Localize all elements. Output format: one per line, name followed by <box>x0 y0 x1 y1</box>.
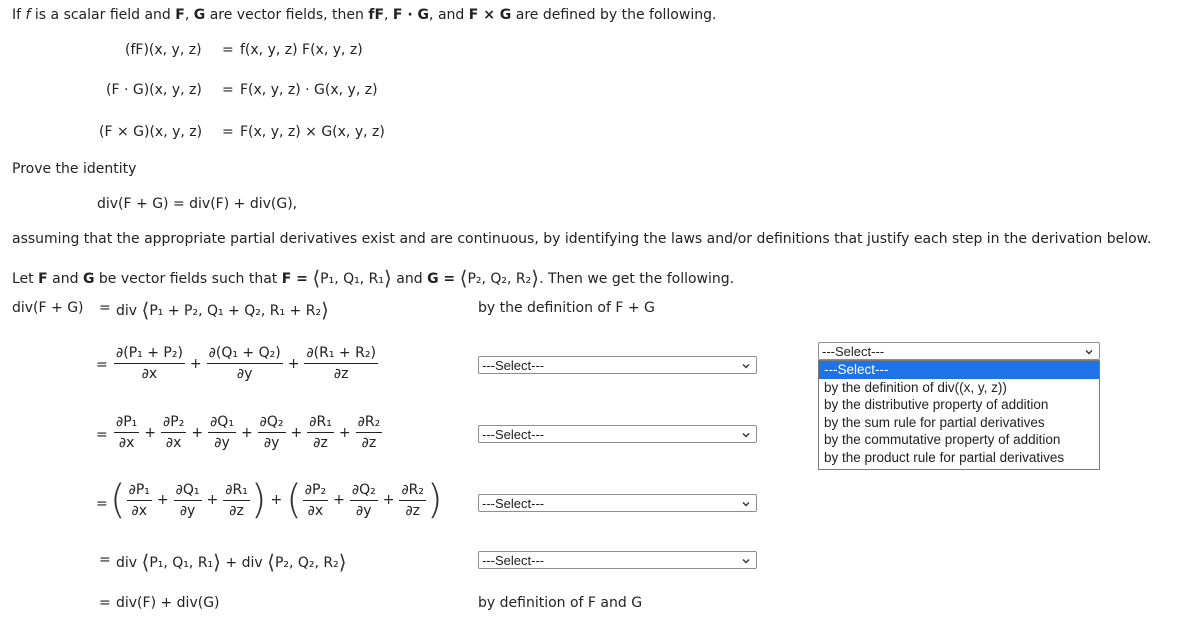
chevron-down-icon <box>742 362 750 370</box>
step4-eq: = <box>99 552 111 568</box>
chevron-down-icon <box>742 500 750 508</box>
step2-expression: $\frac{\text{∂P₁}}{\partial x}$ + $\frac{\text{∂P₂}}{\partial x}$ + $\frac{\text{∂Q₁}}{\partial y}$ + $\frac{\text{∂Q₂}}{\partial y}$ + $\frac{\text{∂R₁}}{\partial z}$ + $\frac{\text{∂R₂}}{\partial z}$ <box>116 414 381 451</box>
reason-dropdown-list[interactable] <box>818 360 1100 470</box>
step0-lhs: div(F + G) <box>12 300 84 316</box>
step5-expression: div(F) + div(G) <box>116 595 220 611</box>
dropdown-option-distributive[interactable]: by the distributive property of addition <box>824 397 1049 413</box>
dropdown-option-select[interactable]: ---Select--- <box>819 361 1099 379</box>
chevron-down-icon <box>742 431 750 439</box>
step0-rhs: div ⟨P₁ + P₂, Q₁ + Q₂, R₁ + R₂⟩ <box>116 298 329 322</box>
def2-eq: = <box>222 82 234 98</box>
step1-eq: = <box>96 357 108 373</box>
step3-expression: ( $\frac{\text{∂P₁}}{\partial x}$ + $\frac{\text{∂Q₁}}{\partial y}$ + $\frac{\text{∂R₁}}{\partial z}$ ) + ( $\frac{\text{∂P₂}}{\partial x}$ + $\frac{\text{∂Q₂}}{\partial y}$ + $\frac{\text{∂R₂}}{\partial z}$ ) <box>110 477 443 523</box>
let-statement: Let F and G be vector fields such that F = ⟨P₁, Q₁, R₁⟩ and G = ⟨P₂, Q₂, R₂⟩. Then we get the following. <box>12 266 735 290</box>
dropdown-option-product-rule[interactable]: by the product rule for partial derivatives <box>824 449 1065 465</box>
definition-scalar-product: (fF)(x, y, z) <box>125 42 202 58</box>
step1-expression: $\frac{\text{∂(P₁ + P₂)}}{\partial x}$ + $\frac{\text{∂(Q₁ + Q₂)}}{\partial y}$ + $\frac{\text{∂(R₁ + R₂)}}{\partial z}$ <box>116 345 376 382</box>
intro-text: If f is a scalar field and F, G are vector fields, then fF, F · G, and F × G are defined by the following. <box>12 7 717 23</box>
dropdown-option-sum-rule[interactable]: by the sum rule for partial derivatives <box>824 414 1045 430</box>
identity-statement: div(F + G) = div(F) + div(G), <box>97 196 298 212</box>
step2-eq: = <box>96 427 108 443</box>
step3-reason-select[interactable]: ---Select--- <box>478 494 757 512</box>
step5-eq: = <box>99 595 111 611</box>
f-symbol: f <box>25 7 31 23</box>
definition-dot-product: (F · G)(x, y, z) <box>106 82 202 98</box>
def2-rhs: F(x, y, z) · G(x, y, z) <box>240 82 378 98</box>
step1-reason-select[interactable]: ---Select--- <box>478 356 757 374</box>
step0-eq: = <box>99 300 111 316</box>
step5-reason: by definition of F and G <box>478 595 643 611</box>
def1-rhs: f(x, y, z) F(x, y, z) <box>240 42 363 58</box>
dropdown-option-def-div[interactable]: by the definition of div((x, y, z)) <box>824 379 1007 395</box>
chevron-down-icon <box>742 557 750 565</box>
def1-eq: = <box>222 42 234 58</box>
assumption-text: assuming that the appropriate partial derivatives exist and are continuous, by identifying the laws and/or definitions that justify each step in the derivation below. <box>12 231 1152 247</box>
def3-eq: = <box>222 124 234 140</box>
dropdown-option-commutative[interactable]: by the commutative property of addition <box>824 432 1061 448</box>
chevron-down-icon <box>1085 348 1093 356</box>
def3-rhs: F(x, y, z) × G(x, y, z) <box>240 124 385 140</box>
step4-reason-select[interactable]: ---Select--- <box>478 551 757 569</box>
step0-reason: by the definition of F + G <box>478 300 655 316</box>
prove-label: Prove the identity <box>12 161 137 177</box>
step3-eq: = <box>96 496 108 512</box>
step4-expression: div ⟨P₁, Q₁, R₁⟩ + div ⟨P₂, Q₂, R₂⟩ <box>116 550 347 574</box>
open-reason-select[interactable]: ---Select--- <box>818 342 1100 360</box>
definition-cross-product: (F × G)(x, y, z) <box>99 124 203 140</box>
step2-reason-select[interactable]: ---Select--- <box>478 425 757 443</box>
